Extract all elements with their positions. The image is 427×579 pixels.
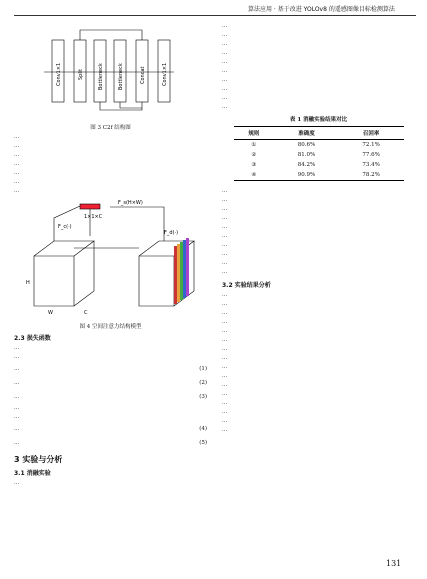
section-experiment-title: 3 实验与分析 [14,455,63,464]
table-cell: 77.6% [362,152,380,158]
figure3-diagram [14,22,207,117]
header-rule [14,15,416,16]
table-cell: ① [251,142,257,148]
table-cell: 73.4% [362,162,380,168]
figure3-caption: 图 3 C2f 结构图 [90,125,131,131]
table-row [234,160,404,170]
table-cell: 72.1% [362,142,380,148]
fig4-label-0: 1×1×C [84,214,103,220]
fig3-label-4: Concat [140,66,146,84]
fig4-label-6: C [84,310,88,316]
section-results-title: 3.2 实验结果分析 [222,282,271,289]
running-header: 算法应用 · 基于改进 YOLOv8 的遥感图像目标检测算法 [248,6,395,13]
fig3-label-0: Conv1×1 [56,62,62,86]
fig3-label-5: Conv1×1 [162,62,168,86]
right-column [222,22,415,435]
table-header-cell: 召回率 [362,131,380,137]
body-paragraph: … … … … … … … [14,134,20,194]
fig3-label-3: Bottleneck [118,63,124,90]
results-paragraph: … … … … … … … … … … … … … … … … [222,292,228,433]
table-cell: 84.2% [297,162,316,168]
fig4-label-2: F_c(·) [58,224,72,230]
table-row [234,140,404,151]
table-cell: ③ [251,162,257,168]
equation-5: … (5) [14,440,207,446]
equation-2: … (2) [14,380,207,386]
ablation-intro: … [14,480,20,486]
fig4-label-5: W [48,310,53,316]
table-cell: 81.0% [297,152,316,158]
equation-4: … (4) [14,426,207,432]
table-row [234,150,404,160]
section-ablation-title: 3.1 消融实验 [14,470,51,477]
section-loss-title: 2.3 损失函数 [14,335,51,342]
table-cell: 80.6% [297,142,316,148]
table-header-row [234,127,404,140]
table-analysis-paragraph: … … … … … … … … … … [222,188,228,275]
figure4-caption: 图 4 空间注意力结构模型 [79,324,142,330]
fig3-label-1: Split [78,68,84,80]
equation-3: … (3) [14,394,207,400]
table-row [234,170,404,181]
loss-paragraph-2: … … [14,405,20,420]
table1-title: 表 1 消融实验结果对比 [289,117,348,123]
table-cell: ④ [251,172,257,178]
table-header-cell: 准确度 [298,131,315,137]
fig4-label-3: F_d(·) [164,230,179,236]
equation-1: … (1) [14,366,207,372]
right-intro-paragraph: … … … … … … … … … … [222,23,228,110]
fig4-label-4: H [26,280,30,286]
left-column [14,22,207,488]
table-cell: ② [251,152,257,158]
table-header-cell: 规则 [248,131,260,137]
page-number: 131 [386,559,402,568]
table-cell: 78.2% [362,172,380,178]
table1 [234,126,404,181]
figure4-diagram [14,196,207,316]
table-cell: 90.9% [297,172,316,178]
loss-paragraph: … … [14,345,20,360]
fig3-label-2: Bottleneck [98,63,104,90]
fig4-label-1: F_s(H×W) [118,200,143,206]
